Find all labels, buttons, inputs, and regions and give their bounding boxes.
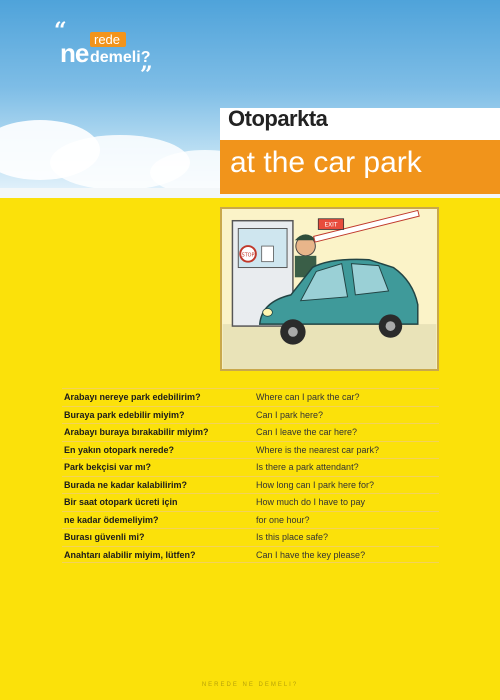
phrase-english: for one hour?	[256, 514, 310, 525]
car-rear-hub	[386, 321, 396, 331]
phrase-row	[62, 511, 439, 529]
phrase-english: Can I leave the car here?	[256, 427, 358, 437]
phrase-row	[62, 423, 439, 441]
phrase-turkish: Park bekçisi var mı?	[64, 462, 152, 472]
phrase-english: Where can I park the car?	[256, 392, 360, 402]
phrase-row	[62, 441, 439, 459]
close-quote: ”	[140, 62, 153, 88]
phrase-turkish: Arabayı nereye park edebilirim?	[64, 392, 201, 402]
phrase-row	[62, 528, 439, 546]
phrase-row	[62, 546, 439, 564]
logo	[54, 20, 174, 90]
phrase-english: How long can I park here for?	[256, 479, 375, 490]
phrase-turkish: Burada ne kadar kalabilirim?	[64, 479, 188, 490]
page-title-english: at the car park	[230, 146, 422, 179]
logo-ne: ne	[60, 38, 89, 68]
phrase-turkish: Arabayı buraya bırakabilir miyim?	[64, 427, 209, 437]
phrase-turkish: En yakın otopark nerede?	[64, 444, 175, 455]
car-headlight	[263, 309, 273, 317]
car-park-illustration	[220, 207, 439, 371]
car-park-drawing	[222, 209, 437, 369]
exit-sign-text: EXIT	[324, 222, 338, 229]
open-quote: “	[54, 18, 67, 44]
phrase-english: Is there a park attendant?	[256, 462, 359, 472]
phrase-english: Can I park here?	[256, 409, 324, 420]
phrase-turkish: Buraya park edebilir miyim?	[64, 409, 185, 420]
phrase-turkish: Anahtarı alabilir miyim, lütfen?	[64, 549, 196, 560]
logo-rede: rede	[90, 32, 126, 47]
phrase-row	[62, 493, 439, 511]
page-title-turkish: Otoparkta	[228, 106, 328, 131]
phrase-list	[62, 388, 439, 563]
phrase-turkish: ne kadar ödemeliyim?	[64, 514, 159, 525]
stop-sign-text: STOP	[241, 252, 255, 259]
phrase-turkish: Bir saat otopark ücreti için	[64, 497, 178, 507]
ground	[223, 324, 437, 369]
car-front-hub	[288, 327, 298, 337]
phrase-english: How much do I have to pay	[256, 497, 366, 507]
phrase-row	[62, 458, 439, 476]
phrase-english: Where is the nearest car park?	[256, 444, 380, 455]
phrase-row	[62, 406, 439, 424]
phrase-row	[62, 388, 439, 406]
page-footer: NEREDE NE DEMELI?	[201, 682, 299, 688]
phrase-english: Is this place safe?	[256, 532, 329, 542]
phrase-row	[62, 476, 439, 494]
phrase-turkish: Burası güvenli mi?	[64, 532, 145, 542]
logo-demeli: demeli?	[90, 49, 151, 66]
phrase-english: Can I have the key please?	[256, 549, 366, 560]
ticket-paper	[262, 246, 274, 262]
